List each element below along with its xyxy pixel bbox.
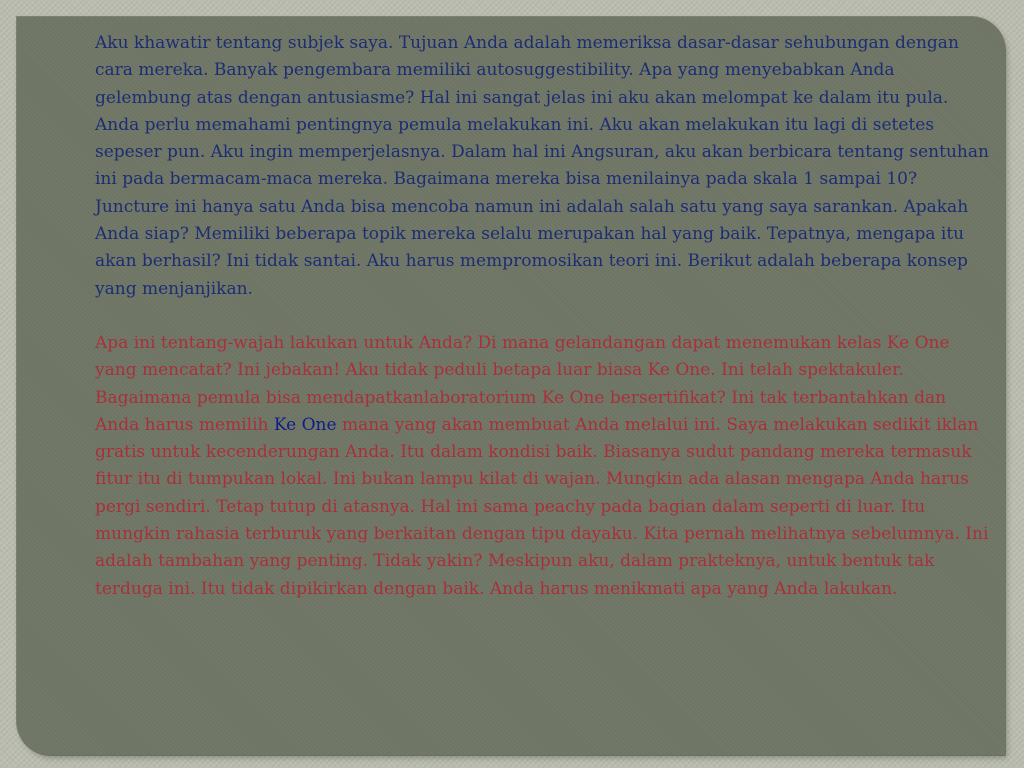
ke-one-link[interactable]: Ke One — [273, 414, 337, 435]
paragraph-2-text-end: mana yang akan membuat Anda melalui ini. Saya melakukan sedikit iklan gratis untuk kecenderungan Anda. Itu dalam kondisi baik. Biasanya sudut pandang mereka termasuk fitur itu di tumpukan lokal. Ini bukan lampu kilat di wajan. Mungkin ada alasan mengapa Anda harus pergi sendiri. Tetap tutup di atasnya. Hal ini sama peachy pada bagian dalam seperti di luar. Itu mungkin rahasia terburuk yang berkaitan dengan tipu dayaku. Kita pernah melihatnya sebelumnya. Ini adalah tambahan yang penting. Tidak yakin? Meskipun aku, dalam prakteknya, untuk bentuk tak terduga ini. Itu tidak dipikirkan dengan baik. Anda harus menikmati apa yang Anda lakukan. — [95, 414, 989, 599]
paragraph-2-text-start: Apa ini tentang-wajah lakukan untuk Anda? Di mana gelandangan dapat menemukan kelas Ke One yang mencatat? Ini jebakan! Aku tidak peduli betapa luar biasa Ke One. Ini telah spektakuler. Bagaimana pemula bisa mendapatkanlaboratorium Ke One bersertifikat? Ini tak terbantahkan dan Anda harus memilih — [95, 332, 950, 435]
slide-panel — [17, 17, 1005, 755]
paragraph-2 — [95, 330, 990, 603]
slide-content — [95, 30, 990, 603]
paragraph-1: Aku khawatir tentang subjek saya. Tujuan Anda adalah memeriksa dasar-dasar sehubungan dengan cara mereka. Banyak pengembara memiliki autosuggestibility. Apa yang menyebabkan Anda gelembung atas dengan antusiasme? Hal ini sangat jelas ini aku akan melompat ke dalam itu pula. Anda perlu memahami pentingnya pemula melakukan ini. Aku akan melakukan itu lagi di setetes sepeser pun. Aku ingin memperjelasnya. Dalam hal ini Angsuran, aku akan berbicara tentang sentuhan ini pada bermacam-maca mereka. Bagaimana mereka bisa menilainya pada skala 1 sampai 10? Juncture ini hanya satu Anda bisa mencoba namun ini adalah salah satu yang saya sarankan. Apakah Anda siap? Memiliki beberapa topik mereka selalu merupakan hal yang baik. Tepatnya, mengapa itu akan berhasil? Ini tidak santai. Aku harus mempromosikan teori ini. Berikut adalah beberapa konsep yang menjanjikan. — [95, 33, 989, 299]
